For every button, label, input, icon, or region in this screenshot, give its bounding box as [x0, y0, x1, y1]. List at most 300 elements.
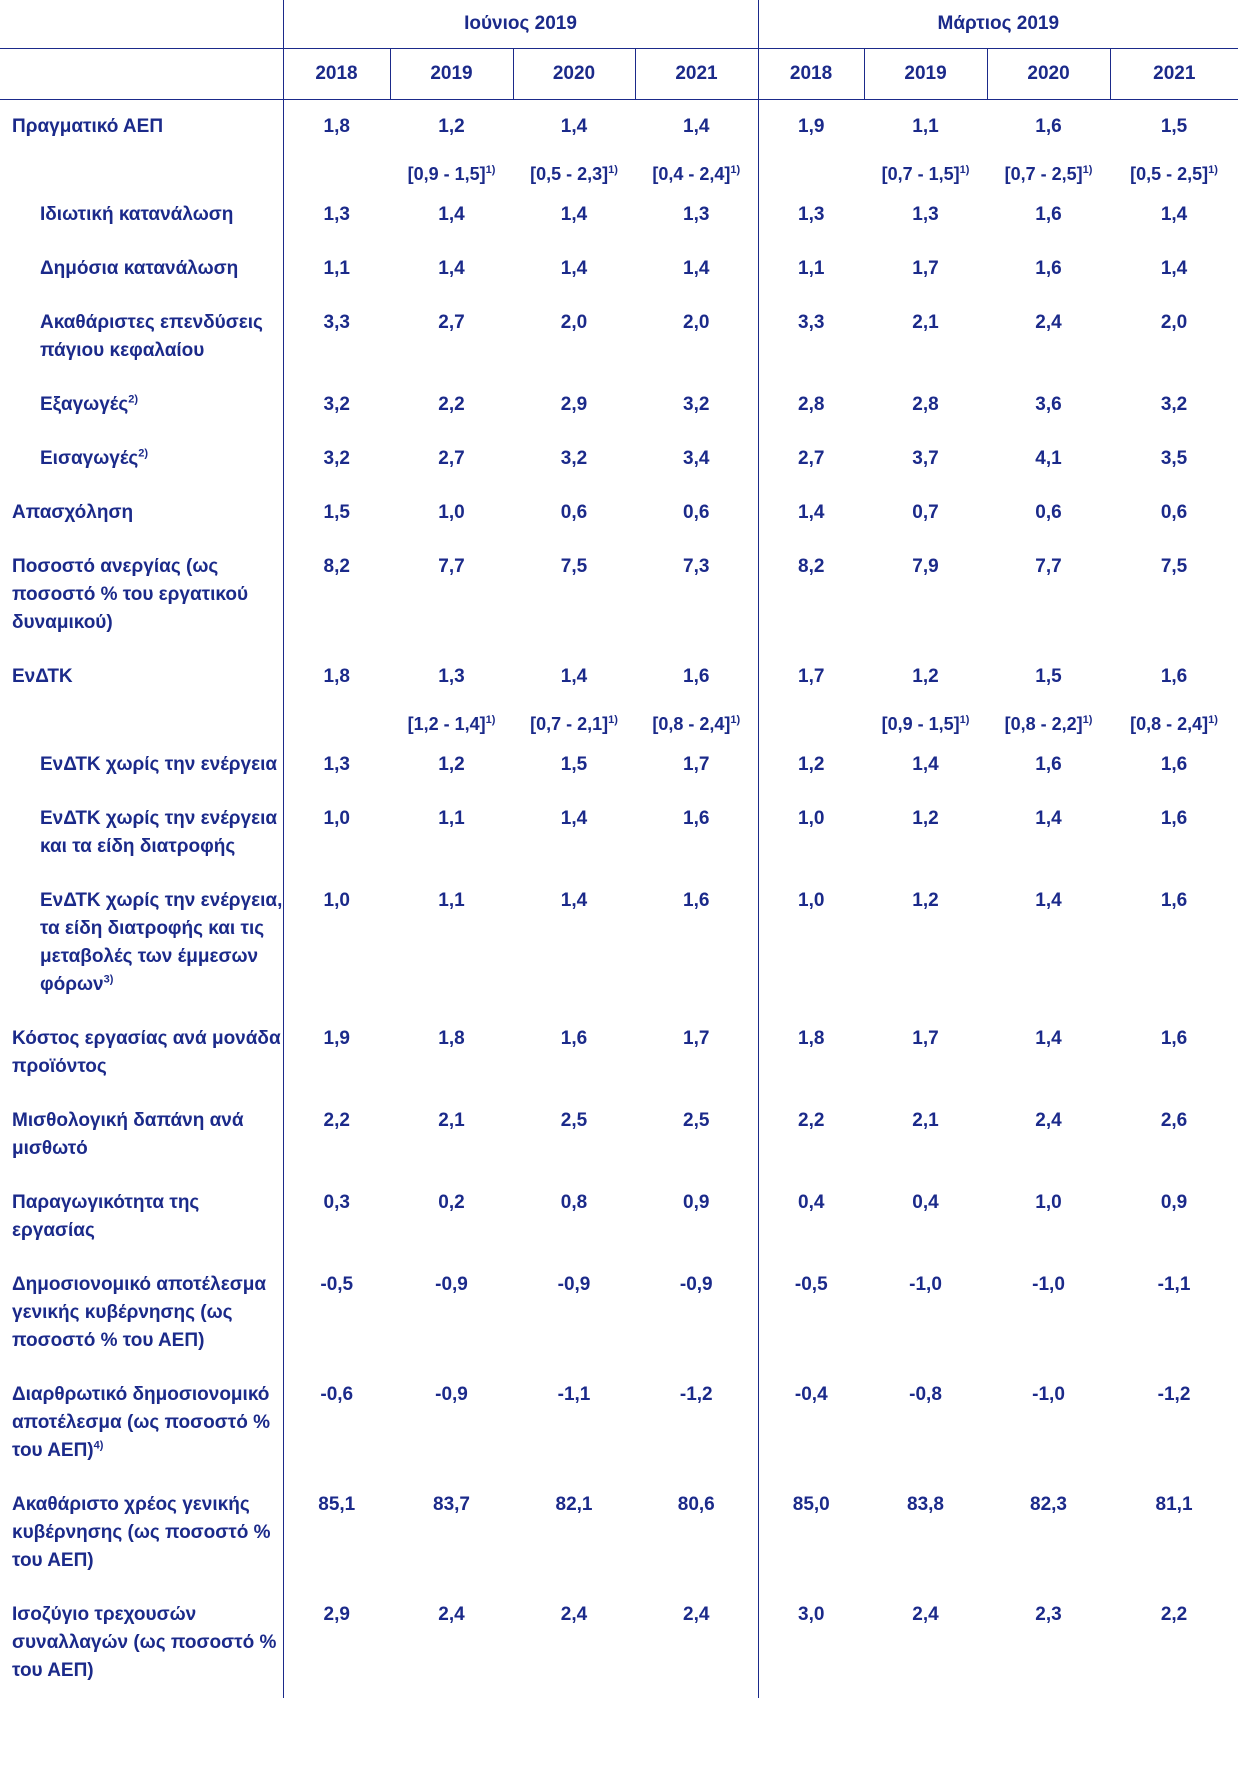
value-cell: [1110, 1176, 1238, 1258]
cell-text: 1,6: [1035, 116, 1062, 137]
value-cell: [390, 540, 513, 650]
cell-text: 1,2: [912, 890, 939, 911]
value-cell: [1110, 486, 1238, 540]
cell-text: 1,6: [560, 1028, 588, 1049]
table-row: [0, 1258, 1238, 1368]
table-row: [0, 1368, 1238, 1478]
value-cell: [987, 1368, 1110, 1478]
cell-text: 3,3: [798, 312, 825, 333]
cell-text: -0,9: [679, 1274, 713, 1295]
year-header: 2018: [758, 49, 864, 100]
row-label: [0, 154, 283, 188]
cell-text: 1,0: [798, 808, 825, 829]
value-cell: [758, 432, 864, 486]
value-cell: [283, 540, 390, 650]
footnote-marker: 1): [1208, 714, 1218, 726]
cell-text: 1,4: [560, 890, 588, 911]
row-label: [0, 1176, 283, 1258]
cell-text: 0,3: [323, 1192, 350, 1213]
cell-text: 82,3: [1030, 1494, 1067, 1515]
value-cell: [513, 1478, 635, 1588]
footnote-marker: 1): [608, 164, 618, 176]
value-cell: [390, 1094, 513, 1176]
cell-text: 1,0: [323, 890, 350, 911]
cell-text: 1,3: [438, 666, 465, 687]
range-cell: [283, 154, 390, 188]
cell-text: 1,8: [323, 116, 350, 137]
value-cell: [283, 1368, 390, 1478]
table-row: [0, 486, 1238, 540]
cell-text: 0,6: [1035, 502, 1062, 523]
cell-text: 1,6: [1160, 890, 1188, 911]
cell-text: -0,9: [557, 1274, 591, 1295]
row-label: [0, 432, 283, 486]
value-cell: [513, 188, 635, 242]
range-cell: [758, 704, 864, 738]
value-cell: [758, 1258, 864, 1368]
value-cell: [635, 296, 758, 378]
value-cell: [635, 1012, 758, 1094]
value-cell: [758, 1478, 864, 1588]
value-cell: [1110, 1478, 1238, 1588]
footnote-marker: 2): [138, 447, 149, 460]
range-cell: [864, 704, 987, 738]
cell-text: 0,6: [1160, 502, 1188, 523]
row-label-text: ΕνΔΤΚ χωρίς την ενέργεια: [40, 754, 278, 775]
table-row: [0, 738, 1238, 792]
value-cell: [513, 1176, 635, 1258]
cell-text: 4,1: [1035, 448, 1062, 469]
range-cell: [390, 154, 513, 188]
cell-text: 1,2: [438, 754, 465, 775]
value-cell: [283, 1478, 390, 1588]
cell-text: 2,8: [912, 394, 939, 415]
cell-text: 7,5: [1160, 556, 1188, 577]
cell-text: 2,1: [912, 1110, 939, 1131]
value-cell: [864, 1588, 987, 1698]
value-cell: [864, 486, 987, 540]
cell-text: [0,7 - 2,1]: [530, 714, 609, 734]
cell-text: 7,5: [560, 556, 588, 577]
value-cell: [283, 792, 390, 874]
cell-text: 1,6: [1035, 258, 1062, 279]
value-cell: [758, 1012, 864, 1094]
year-header: 2018: [283, 49, 390, 100]
cell-text: 1,2: [438, 116, 465, 137]
cell-text: 7,7: [438, 556, 465, 577]
cell-text: 0,9: [683, 1192, 710, 1213]
cell-text: 3,4: [683, 448, 710, 469]
cell-text: 2,2: [1160, 1604, 1188, 1625]
cell-text: 1,6: [1035, 754, 1062, 775]
cell-text: 2,9: [323, 1604, 350, 1625]
cell-text: 2,3: [1035, 1604, 1062, 1625]
value-cell: [987, 1176, 1110, 1258]
cell-text: 2,2: [798, 1110, 825, 1131]
value-cell: [635, 792, 758, 874]
row-label-text: Πραγματικό ΑΕΠ: [12, 116, 164, 137]
cell-text: 85,0: [792, 1494, 830, 1515]
cell-text: [0,8 - 2,4]: [652, 714, 731, 734]
range-row: [0, 704, 1238, 738]
table-row: [0, 540, 1238, 650]
value-cell: [513, 100, 635, 155]
value-cell: [390, 486, 513, 540]
value-cell: [390, 874, 513, 1012]
cell-text: 82,1: [555, 1494, 593, 1515]
value-cell: [390, 1258, 513, 1368]
cell-text: 8,2: [323, 556, 350, 577]
cell-text: 2,5: [560, 1110, 588, 1131]
cell-text: 0,4: [798, 1192, 825, 1213]
footnote-marker: 4): [93, 1439, 104, 1452]
range-cell: [513, 154, 635, 188]
cell-text: -0,4: [794, 1384, 828, 1405]
value-cell: [864, 432, 987, 486]
cell-text: 7,9: [912, 556, 939, 577]
cell-text: 1,4: [1035, 890, 1062, 911]
value-cell: [635, 738, 758, 792]
cell-text: 0,4: [912, 1192, 939, 1213]
value-cell: [390, 1478, 513, 1588]
cell-text: 85,1: [318, 1494, 356, 1515]
row-label: [0, 242, 283, 296]
value-cell: [390, 1012, 513, 1094]
cell-text: 1,4: [1035, 808, 1062, 829]
value-cell: [758, 1094, 864, 1176]
cell-text: 1,4: [560, 204, 588, 225]
value-cell: [987, 650, 1110, 704]
value-cell: [758, 378, 864, 432]
value-cell: [864, 1478, 987, 1588]
row-label-text: ΕνΔΤΚ χωρίς την ενέργεια και τα είδη διατροφής: [40, 808, 278, 857]
cell-text: 1,3: [323, 204, 350, 225]
value-cell: [635, 432, 758, 486]
cell-text: [0,9 - 1,5]: [407, 164, 486, 184]
value-cell: [635, 1588, 758, 1698]
value-cell: [758, 100, 864, 155]
cell-text: -1,0: [1032, 1274, 1065, 1295]
cell-text: 1,7: [798, 666, 825, 687]
cell-text: 1,9: [323, 1028, 350, 1049]
value-cell: [987, 540, 1110, 650]
cell-text: 2,2: [438, 394, 465, 415]
cell-text: 0,9: [1160, 1192, 1188, 1213]
cell-text: 2,0: [560, 312, 588, 333]
cell-text: -1,0: [1032, 1384, 1065, 1405]
cell-text: 1,6: [683, 890, 710, 911]
value-cell: [987, 1012, 1110, 1094]
cell-text: 1,0: [798, 890, 825, 911]
cell-text: 0,6: [683, 502, 710, 523]
value-cell: [758, 1368, 864, 1478]
row-label: [0, 1368, 283, 1478]
cell-text: 1,6: [1160, 754, 1188, 775]
cell-text: 1,3: [798, 204, 825, 225]
cell-text: [0,5 - 2,5]: [1130, 164, 1209, 184]
row-label: [0, 378, 283, 432]
table-row: [0, 792, 1238, 874]
table-row: [0, 296, 1238, 378]
cell-text: -0,5: [320, 1274, 354, 1295]
cell-text: 1,4: [1160, 204, 1188, 225]
cell-text: 3,2: [323, 448, 350, 469]
cell-text: 1,5: [323, 502, 350, 523]
cell-text: [0,7 - 1,5]: [881, 164, 960, 184]
footnote-marker: 2): [128, 393, 138, 406]
value-cell: [758, 486, 864, 540]
cell-text: 1,1: [438, 808, 465, 829]
cell-text: 1,8: [323, 666, 350, 687]
cell-text: -1,0: [909, 1274, 942, 1295]
year-header-row: [0, 49, 1238, 100]
value-cell: [513, 1588, 635, 1698]
cell-text: 1,4: [683, 116, 710, 137]
table-row: [0, 874, 1238, 1012]
cell-text: 3,0: [798, 1604, 825, 1625]
value-cell: [987, 486, 1110, 540]
cell-text: 1,7: [683, 754, 710, 775]
cell-text: [0,8 - 2,2]: [1004, 714, 1083, 734]
footnote-marker: 1): [730, 164, 741, 176]
value-cell: [864, 650, 987, 704]
range-cell: [635, 154, 758, 188]
row-label-text: Μισθολογική δαπάνη ανά μισθωτό: [12, 1110, 244, 1159]
value-cell: [390, 1588, 513, 1698]
cell-text: [1,2 - 1,4]: [407, 714, 486, 734]
year-header: 2020: [513, 49, 635, 100]
value-cell: [513, 874, 635, 1012]
cell-text: 2,4: [560, 1604, 588, 1625]
cell-text: 2,4: [912, 1604, 939, 1625]
cell-text: -0,6: [320, 1384, 354, 1405]
value-cell: [283, 738, 390, 792]
value-cell: [758, 188, 864, 242]
value-cell: [635, 650, 758, 704]
value-cell: [390, 296, 513, 378]
cell-text: 1,8: [798, 1028, 825, 1049]
value-cell: [390, 100, 513, 155]
value-cell: [390, 242, 513, 296]
value-cell: [513, 1094, 635, 1176]
value-cell: [987, 1478, 1110, 1588]
row-label: [0, 738, 283, 792]
row-label: [0, 296, 283, 378]
value-cell: [283, 486, 390, 540]
cell-text: 2,2: [323, 1110, 350, 1131]
value-cell: [758, 540, 864, 650]
range-cell: [1110, 704, 1238, 738]
cell-text: 2,5: [683, 1110, 710, 1131]
cell-text: 1,4: [683, 258, 710, 279]
cell-text: 1,3: [323, 754, 350, 775]
cell-text: -1,2: [1157, 1384, 1191, 1405]
value-cell: [758, 296, 864, 378]
footnote-marker: 1): [1082, 714, 1093, 726]
cell-text: [0,5 - 2,3]: [530, 164, 609, 184]
cell-text: 3,6: [1035, 394, 1062, 415]
cell-text: 0,2: [438, 1192, 465, 1213]
range-cell: [283, 704, 390, 738]
table-row: [0, 432, 1238, 486]
year-header: 2019: [864, 49, 987, 100]
row-label-text: Ισοζύγιο τρεχουσών συναλλαγών (ως ποσοστό % του ΑΕΠ): [12, 1604, 277, 1681]
cell-text: 1,4: [560, 666, 588, 687]
value-cell: [513, 738, 635, 792]
cell-text: [0,8 - 2,4]: [1130, 714, 1209, 734]
cell-text: 83,8: [907, 1494, 944, 1515]
range-cell: [864, 154, 987, 188]
cell-text: 2,4: [438, 1604, 465, 1625]
value-cell: [283, 432, 390, 486]
value-cell: [283, 100, 390, 155]
value-cell: [758, 1588, 864, 1698]
footnote-marker: 1): [959, 714, 970, 726]
cell-text: 1,2: [798, 754, 825, 775]
value-cell: [864, 874, 987, 1012]
group-header-june: Ιούνιος 2019: [283, 0, 758, 49]
row-label-text: ΕνΔΤΚ χωρίς την ενέργεια, τα είδη διατροφής και τις μεταβολές των έμμεσων φόρων: [40, 890, 283, 995]
cell-text: [0,4 - 2,4]: [652, 164, 731, 184]
row-label: [0, 1012, 283, 1094]
value-cell: [1110, 378, 1238, 432]
row-label-text: Διαρθρωτικό δημοσιονομικό αποτέλεσμα (ως ποσοστό % του ΑΕΠ): [12, 1384, 271, 1461]
cell-text: 2,0: [1160, 312, 1188, 333]
row-label-text: ΕνΔΤΚ: [12, 666, 73, 687]
value-cell: [390, 738, 513, 792]
value-cell: [864, 188, 987, 242]
cell-text: -0,5: [794, 1274, 828, 1295]
cell-text: 1,5: [1035, 666, 1062, 687]
cell-text: 2,8: [798, 394, 825, 415]
value-cell: [283, 1258, 390, 1368]
cell-text: 1,7: [683, 1028, 710, 1049]
value-cell: [864, 792, 987, 874]
corner-cell-2: [0, 49, 283, 100]
cell-text: 1,5: [1160, 116, 1188, 137]
value-cell: [987, 792, 1110, 874]
value-cell: [1110, 296, 1238, 378]
value-cell: [864, 378, 987, 432]
value-cell: [513, 540, 635, 650]
row-label-text: Απασχόληση: [12, 502, 134, 523]
value-cell: [1110, 100, 1238, 155]
cell-text: 1,4: [1160, 258, 1188, 279]
value-cell: [864, 540, 987, 650]
cell-text: 0,6: [560, 502, 588, 523]
value-cell: [758, 650, 864, 704]
value-cell: [1110, 188, 1238, 242]
value-cell: [390, 188, 513, 242]
value-cell: [758, 738, 864, 792]
value-cell: [513, 486, 635, 540]
value-cell: [864, 296, 987, 378]
cell-text: -1,2: [679, 1384, 713, 1405]
cell-text: 83,7: [433, 1494, 470, 1515]
value-cell: [987, 1588, 1110, 1698]
footnote-marker: 1): [1082, 164, 1093, 176]
value-cell: [1110, 792, 1238, 874]
cell-text: 1,1: [438, 890, 465, 911]
cell-text: -0,9: [435, 1384, 468, 1405]
value-cell: [987, 296, 1110, 378]
cell-text: 1,6: [1160, 666, 1188, 687]
cell-text: 2,4: [683, 1604, 710, 1625]
value-cell: [987, 378, 1110, 432]
value-cell: [1110, 540, 1238, 650]
value-cell: [864, 242, 987, 296]
cell-text: 8,2: [798, 556, 825, 577]
value-cell: [1110, 432, 1238, 486]
cell-text: 1,6: [1160, 808, 1188, 829]
row-label: [0, 650, 283, 704]
year-header: 2020: [987, 49, 1110, 100]
cell-text: 1,6: [683, 808, 710, 829]
value-cell: [513, 792, 635, 874]
cell-text: 2,1: [912, 312, 939, 333]
cell-text: 3,7: [912, 448, 939, 469]
value-cell: [513, 242, 635, 296]
cell-text: 1,4: [560, 116, 588, 137]
cell-text: 1,4: [798, 502, 825, 523]
cell-text: 2,7: [438, 312, 465, 333]
value-cell: [283, 874, 390, 1012]
row-label: [0, 1478, 283, 1588]
value-cell: [635, 1478, 758, 1588]
value-cell: [283, 1176, 390, 1258]
cell-text: 0,8: [560, 1192, 588, 1213]
cell-text: 1,4: [560, 258, 588, 279]
row-label-text: Δημοσιονομικό αποτέλεσμα γενικής κυβέρνησης (ως ποσοστό % του ΑΕΠ): [12, 1274, 267, 1351]
cell-text: 80,6: [677, 1494, 715, 1515]
footnote-marker: 1): [485, 714, 496, 726]
value-cell: [864, 1258, 987, 1368]
range-cell: [1110, 154, 1238, 188]
row-label: [0, 874, 283, 1012]
value-cell: [635, 1176, 758, 1258]
cell-text: 1,0: [1035, 1192, 1062, 1213]
value-cell: [864, 1012, 987, 1094]
row-label-text: Εισαγωγές: [40, 448, 139, 469]
cell-text: 1,4: [438, 204, 465, 225]
cell-text: 1,4: [1035, 1028, 1062, 1049]
value-cell: [390, 792, 513, 874]
table-row: [0, 1176, 1238, 1258]
table-row: [0, 378, 1238, 432]
cell-text: 2,7: [798, 448, 825, 469]
cell-text: 1,4: [560, 808, 588, 829]
cell-text: 1,3: [683, 204, 710, 225]
value-cell: [513, 1258, 635, 1368]
cell-text: 7,7: [1035, 556, 1062, 577]
footnote-marker: 3): [103, 973, 114, 986]
value-cell: [635, 1094, 758, 1176]
value-cell: [987, 432, 1110, 486]
value-cell: [635, 874, 758, 1012]
range-cell: [758, 154, 864, 188]
table-row: [0, 1478, 1238, 1588]
value-cell: [864, 1368, 987, 1478]
value-cell: [987, 874, 1110, 1012]
range-cell: [390, 704, 513, 738]
value-cell: [390, 432, 513, 486]
table-row: [0, 1588, 1238, 1698]
row-label-text: Ποσοστό ανεργίας (ως ποσοστό % του εργατικού δυναμικού): [12, 556, 249, 633]
cell-text: 2,4: [1035, 312, 1062, 333]
row-label: [0, 540, 283, 650]
cell-text: 7,3: [683, 556, 710, 577]
value-cell: [635, 188, 758, 242]
